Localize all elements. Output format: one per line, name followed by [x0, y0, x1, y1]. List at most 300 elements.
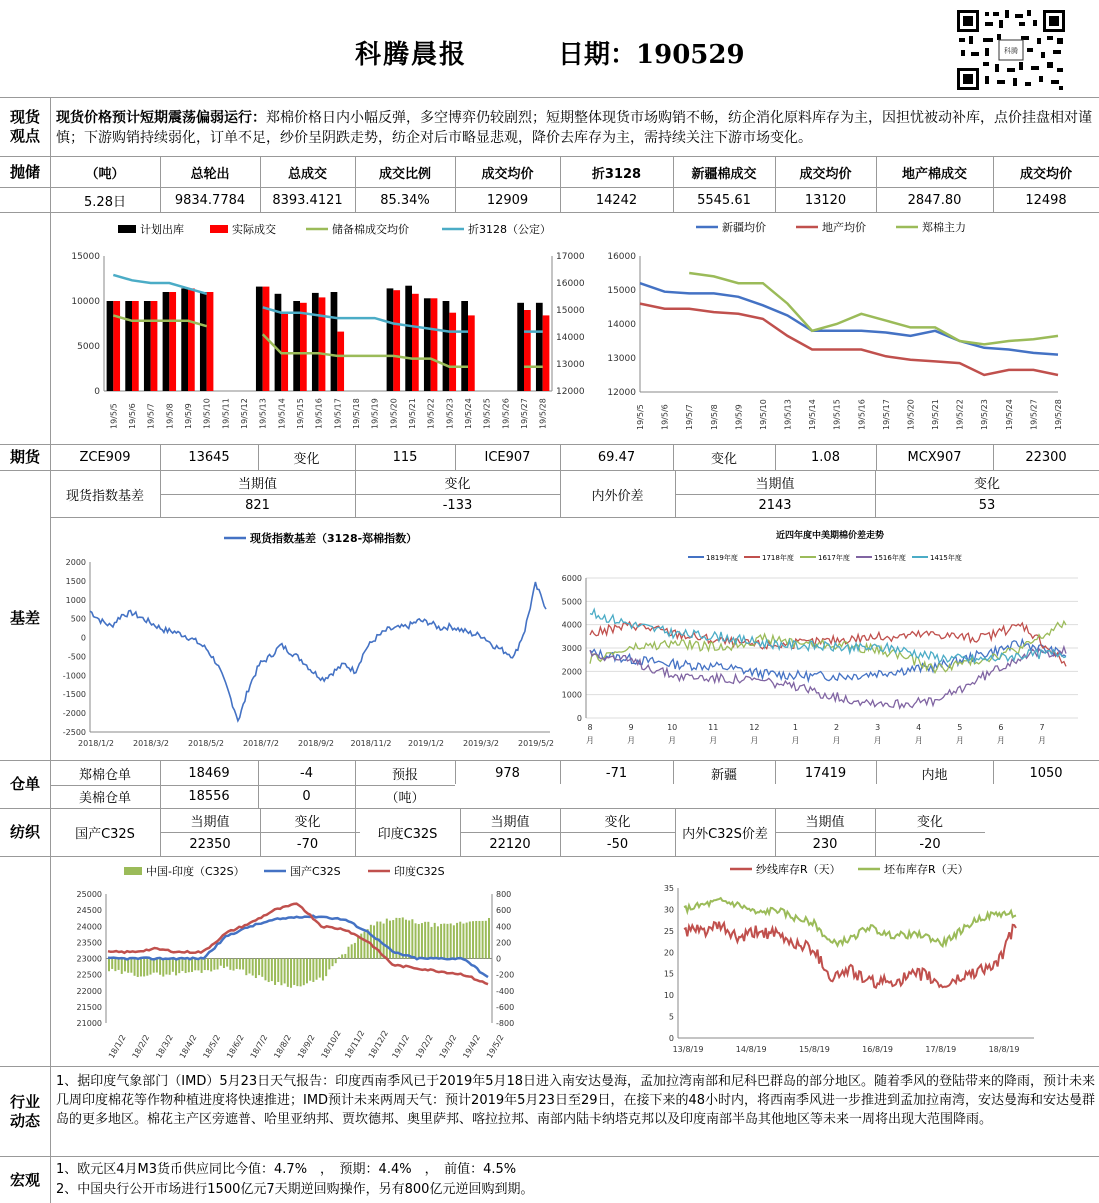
chart1-bar [293, 301, 300, 391]
chart3-y-tick: -500 [67, 652, 86, 662]
chart4-x-tick: 4 [916, 723, 922, 732]
chart1-bar [125, 301, 132, 391]
chart4-legend-label: 1516年度 [874, 554, 906, 562]
chart5-bar [389, 921, 391, 959]
chart1-bar [424, 298, 431, 391]
chart4-line [590, 647, 1066, 708]
chart2-x-tick: 19/5/20 [906, 399, 916, 430]
chart2-x-tick: 19/5/27 [1029, 399, 1039, 430]
chart1-bar [468, 315, 475, 391]
basis-label-cell: 现货指数基差 [65, 488, 144, 504]
chart4-x-tick: 1 [792, 723, 799, 732]
chart1-right-tick: 16000 [556, 279, 585, 289]
chart4-x-tick-unit: 月 [709, 736, 718, 745]
spot-text: 郑棉价格日内小幅反弹，多空博弈仍较剧烈；短期整体现货市场购销不畅，纺企消化原料库存为主，因担忧被动补库，点价挂盘相对谨慎；下游购销持续弱化，订单不足，纱价呈阴跌走势，纺企对后市略显悲观，降价去库存为主，需持续关注下游市场变化。 [56, 110, 1092, 146]
chart5-bar [111, 959, 113, 969]
chart5-legend-label: 国产C32S [290, 865, 341, 878]
chart2-x-tick: 19/5/22 [955, 399, 965, 430]
chart1-right-tick: 13000 [556, 360, 585, 370]
chart1-bar [337, 332, 344, 391]
chart5-right-tick: 800 [496, 890, 512, 899]
section-label-warehouse: 仓单 [9, 775, 40, 794]
chart5-right-tick: -400 [496, 986, 515, 996]
chart6-x-tick: 13/8/19 [672, 1045, 704, 1054]
chart6-y-tick: 25 [663, 926, 674, 936]
warehouse-cell: （吨） [385, 791, 425, 806]
chart5-right-tick: -200 [496, 970, 515, 980]
chart1-bar [151, 301, 158, 391]
chart1-x-tick: 19/5/21 [408, 398, 417, 429]
chart3-x-tick: 2018/9/2 [298, 739, 334, 748]
chart5-bar [363, 932, 365, 959]
spread-value-cell: 53 [978, 498, 996, 513]
chart5-bar [459, 922, 461, 959]
section-label-industry [0, 1067, 50, 1156]
chart5-x-tick: 18/5/2 [201, 1033, 223, 1060]
chart5-bar [421, 923, 423, 958]
warehouse-cell: 新疆 [710, 768, 737, 783]
chart3-x-tick: 2018/3/2 [133, 739, 169, 748]
warehouse-cell: 1050 [1029, 766, 1063, 781]
chart4-y-tick: 2000 [561, 667, 582, 677]
chart5-left-tick: 23500 [76, 938, 102, 948]
chart6-y-tick: 5 [668, 1012, 674, 1022]
chart3-y-tick: 1000 [65, 595, 86, 605]
chart2-legend-label: 新疆均价 [722, 221, 766, 234]
chart5-left-tick: 22000 [76, 986, 102, 996]
chart5-right-tick: 200 [496, 938, 512, 948]
chart1-x-tick: 19/5/5 [109, 403, 119, 429]
chart1-x-tick: 19/5/12 [240, 398, 249, 429]
chart4-x-tick-unit: 月 [873, 736, 882, 745]
chart1-bar [132, 301, 139, 391]
chart3-y-tick: -1000 [62, 671, 86, 681]
chart4-legend-label: 1415年度 [930, 554, 962, 562]
spread-label-cell: 内外价差 [591, 488, 644, 504]
chart3-x-tick: 2019/1/2 [408, 739, 444, 748]
chart4-y-tick: 6000 [561, 574, 582, 583]
chart5-bar [140, 959, 142, 977]
section-label-yarn: 纺织 [9, 823, 40, 842]
chart3-y-tick: 1500 [65, 576, 86, 586]
chart1-right-tick: 12000 [556, 387, 585, 397]
chart5-bar [201, 959, 203, 973]
chart4-legend-label: 1718年度 [762, 554, 794, 562]
chart4-legend-label: 1617年度 [818, 554, 850, 562]
chart2-legend-label: 郑棉主力 [922, 221, 966, 234]
warehouse-cell: -71 [605, 766, 628, 781]
chart5-bar [338, 957, 340, 958]
chart5-bar [434, 923, 436, 959]
chart5-bar [264, 959, 266, 981]
chart4-y-tick: 5000 [561, 597, 582, 607]
auction-value-cell: 12498 [1025, 192, 1067, 208]
yarn-spread-label: 内外C32S价差 [682, 827, 768, 842]
chart1-bar [543, 315, 550, 391]
chart2-x-tick: 19/5/21 [931, 399, 941, 430]
chart3-y-tick: 0 [80, 633, 86, 643]
chart5-bar [181, 959, 183, 971]
chart5-bar [466, 923, 468, 959]
chart5-bar [204, 959, 206, 971]
chart5-bar [478, 921, 480, 959]
chart3-x-tick: 2018/1/2 [78, 739, 114, 748]
chart5-x-tick: 18/1/2 [106, 1033, 128, 1060]
chart5-bar [245, 959, 247, 976]
auction-header-cell: 成交均价 [481, 167, 534, 182]
chart1-x-tick: 19/5/14 [277, 398, 287, 429]
spot-paragraph [56, 108, 1094, 148]
chart5-bar [277, 959, 279, 982]
chart2-x-tick: 19/5/28 [1054, 399, 1063, 430]
chart5-bar [210, 959, 212, 972]
chart2-x-tick: 19/5/6 [660, 404, 670, 430]
chart5-legend-label: 中国-印度（C32S） [146, 865, 245, 878]
industry-paragraph: 1、据印度气象部门（IMD）5月23日天气报告：印度西南季风已于2019年5月18日进入南安达曼海，孟加拉湾南部和尼科巴群岛的部分地区。随着季风的登陆带来的降雨，预计未来几周印度棉花等作物种植进度将快速推进；IMD预计未来两周天气：预计2019年5月23日至29日，在接下来的48小时内，将西南季风进一步推进到孟加拉南湾，安达曼海和安达曼群岛的更多地区。棉花主产区旁遮普、哈里亚纳邦、贾坎德邦、奥里萨邦、喀拉拉邦、南部内陆卡纳塔克邦以及印度南部半岛其他地区等未来一周将出现大范围降雨。 [56, 1074, 1096, 1127]
chart5-bar [271, 959, 273, 982]
chart3-y-tick: -1500 [62, 690, 86, 700]
warehouse-cell: 预报 [391, 768, 418, 783]
chart5-bar [431, 927, 433, 959]
inventory-chart [630, 858, 1050, 1064]
chart1-legend-swatch [210, 225, 228, 233]
chart1-left-tick: 15000 [71, 252, 100, 262]
yarn-india-label: 印度C32S [377, 827, 438, 842]
chart5-bar [440, 924, 442, 959]
chart5-bar [341, 954, 343, 958]
chart5-bar [373, 925, 375, 958]
us-china-spread-chart [560, 522, 1090, 758]
chart4-x-tick-unit: 月 [627, 736, 636, 745]
chart5-bar [418, 924, 420, 958]
warehouse-cell: 内地 [921, 768, 948, 783]
chart6-y-tick: 15 [663, 969, 674, 979]
futures-cell: ICE907 [484, 450, 531, 465]
chart5-right-tick: -800 [496, 1019, 515, 1028]
chart1-right-tick: 15000 [556, 306, 585, 316]
futures-cell: ZCE909 [79, 450, 131, 465]
chart6-legend-label: 纱线库存R（天） [756, 863, 841, 876]
auction-value-cell: 85.34% [380, 192, 430, 208]
industry-label-text: 行业动态 [9, 1092, 40, 1130]
futures-cell: 变化 [293, 452, 320, 467]
cotton-price-chart [590, 214, 1090, 442]
chart5-bar [127, 959, 129, 973]
chart1-x-tick: 19/5/10 [202, 398, 212, 429]
auction-header-cell: 总轮出 [190, 167, 230, 182]
chart5-bar [424, 922, 426, 959]
chart1-x-tick: 19/5/15 [296, 398, 305, 429]
chart6-line [684, 898, 1016, 946]
chart5-x-tick: 18/6/2 [225, 1033, 246, 1060]
chart2-y-tick: 16000 [607, 252, 636, 262]
macro-line-1: 1、欧元区4月M3货币供应同比今值：4.7% ， 预期：4.4% ， 前值：4.5% [56, 1162, 517, 1177]
chart1-x-tick: 19/5/28 [538, 398, 548, 429]
chart5-bar [443, 924, 445, 959]
chart5-bar [252, 959, 254, 976]
section-label-auction: 抛储 [9, 162, 40, 181]
chart5-x-tick: 18/4/2 [177, 1033, 199, 1060]
chart5-left-tick: 23000 [76, 954, 102, 964]
warehouse-cell: 郑棉仓单 [78, 768, 131, 783]
chart1-bar [300, 303, 307, 391]
chart4-x-tick: 6 [998, 723, 1004, 732]
yarn-head: 变化 [916, 815, 943, 830]
spot-lead: 现货价格预计短期震荡偏弱运行： [56, 110, 266, 126]
date-value: 190529 [636, 40, 745, 70]
chart5-left-tick: 25000 [76, 890, 102, 899]
chart4-x-tick: 12 [749, 723, 760, 732]
auction-header-cell: 折3128 [591, 167, 642, 182]
chart5-bar [274, 959, 276, 985]
chart5-bar [165, 959, 167, 975]
chart5-bar [402, 917, 404, 958]
chart5-bar [411, 919, 413, 958]
auction-value-cell: 5545.61 [697, 192, 751, 208]
chart5-bar [456, 923, 458, 959]
chart5-bar [351, 944, 353, 958]
chart1-x-tick: 19/5/20 [389, 398, 399, 429]
chart4-x-tick: 9 [628, 723, 634, 732]
auction-value-cell: 8393.4121 [272, 192, 343, 208]
chart5-right-tick: 0 [496, 954, 502, 964]
chart1-x-tick: 19/5/26 [501, 398, 511, 429]
chart5-legend-label: 印度C32S [394, 865, 445, 878]
chart1-bar [331, 292, 338, 391]
chart3-y-tick: 2000 [65, 558, 86, 567]
chart5-x-tick: 19/1/2 [390, 1033, 412, 1060]
auction-header-cell: 成交均价 [799, 167, 852, 182]
chart4-x-tick-unit: 月 [1038, 736, 1046, 745]
chart5-x-tick: 18/2/2 [130, 1033, 152, 1060]
chart1-x-tick: 19/5/6 [128, 403, 137, 429]
chart4-x-tick: 10 [667, 723, 678, 732]
chart1-legend-label: 折3128（公定） [468, 223, 551, 236]
chart5-bar [159, 959, 161, 975]
chart2-x-tick: 19/5/23 [980, 399, 990, 430]
chart5-x-tick: 18/10/2 [319, 1028, 343, 1060]
chart3-x-tick: 2018/5/2 [188, 739, 224, 748]
chart5-bar [153, 959, 155, 973]
chart1-x-tick: 19/5/24 [464, 398, 473, 429]
chart1-bar [163, 292, 170, 391]
chart2-line [689, 273, 1058, 344]
chart5-x-tick: 18/12/2 [366, 1028, 391, 1060]
chart5-left-tick: 24000 [76, 922, 102, 932]
chart5-right-tick: 400 [496, 922, 512, 932]
chart5-bar [427, 922, 429, 959]
auction-header-cell: 成交均价 [1019, 167, 1072, 182]
chart5-bar [316, 959, 318, 980]
spot-label-text: 现货观点 [9, 108, 40, 145]
chart1-x-tick: 19/5/13 [258, 398, 268, 429]
chart5-bar [319, 959, 321, 978]
chart5-bar [220, 959, 222, 966]
chart5-bar [172, 959, 174, 972]
chart5-bar [446, 924, 448, 959]
chart1-bar [443, 301, 450, 391]
auction-header-cell: 新疆棉成交 [691, 167, 757, 182]
chart5-bar [239, 959, 241, 970]
warehouse-cell: 978 [495, 766, 520, 781]
chart1-bar [188, 288, 195, 391]
chart4-x-tick: 11 [708, 723, 719, 732]
chart6-x-tick: 15/8/19 [798, 1045, 830, 1054]
chart5-x-tick: 19/3/2 [437, 1033, 459, 1060]
chart1-bar [405, 286, 412, 391]
chart5-bar [287, 959, 289, 987]
auction-value-cell: 14242 [595, 192, 638, 208]
auction-value-cell: 9834.7784 [174, 192, 246, 208]
chart5-bar [280, 959, 282, 986]
chart5-bar [156, 959, 158, 973]
chart5-bar [300, 959, 302, 987]
macro-line-2: 2、中国央行公开市场进行1500亿元7天期逆回购操作，另有800亿元逆回购到期。 [56, 1182, 534, 1197]
chart5-bar [242, 959, 244, 970]
chart1-x-tick: 19/5/18 [352, 398, 361, 429]
yarn-price-chart [60, 858, 560, 1064]
chart5-bar [293, 959, 295, 985]
chart4-x-tick-unit: 月 [955, 736, 964, 745]
chart5-bar [143, 959, 145, 977]
chart5-bar [169, 959, 171, 975]
warehouse-cell: 美棉仓单 [78, 791, 131, 806]
auction-header-cell: 总成交 [287, 167, 327, 182]
chart1-line [113, 275, 542, 332]
yarn-head: 变化 [294, 815, 321, 830]
chart5-bar [335, 959, 337, 964]
basis-head-cell: 变化 [444, 477, 471, 492]
chart5-bar [229, 959, 231, 970]
auction-header-cell: 地产棉成交 [901, 167, 967, 182]
chart1-x-tick: 19/5/23 [445, 398, 455, 429]
chart1-bar [144, 301, 151, 391]
chart1-legend-swatch [118, 225, 136, 233]
chart3-x-tick: 2019/3/2 [463, 739, 499, 748]
chart3-line [90, 582, 546, 721]
report-date [558, 34, 745, 71]
chart5-bar [261, 959, 263, 977]
section-label-macro: 宏观 [9, 1170, 40, 1189]
chart5-bar [236, 959, 238, 969]
futures-cell: 1.08 [811, 450, 840, 465]
chart1-legend-label: 储备棉成交均价 [332, 223, 409, 236]
chart6-x-tick: 16/8/19 [862, 1045, 894, 1054]
chart1-bar [207, 292, 214, 391]
auction-value-cell: 12909 [486, 192, 529, 208]
chart5-bar [108, 959, 110, 972]
chart1-line [113, 315, 542, 366]
chart5-bar [118, 959, 120, 970]
chart5-bar [175, 959, 177, 976]
chart2-x-tick: 19/5/24 [1004, 399, 1014, 430]
chart5-left-tick: 22500 [76, 970, 102, 980]
auction-value-cell: 2847.80 [907, 192, 962, 208]
chart1-legend-label: 计划出库 [140, 223, 184, 236]
chart2-line [640, 304, 1058, 375]
chart3-x-tick: 2018/11/2 [350, 739, 392, 748]
chart5-bar [405, 920, 407, 959]
section-label-futures: 期货 [9, 448, 40, 467]
futures-cell: 69.47 [597, 450, 636, 465]
chart1-bar [461, 301, 468, 391]
chart4-x-tick: 5 [957, 723, 963, 732]
chart5-bar [258, 959, 260, 976]
chart5-x-tick: 19/5/2 [484, 1033, 506, 1060]
chart4-x-tick-unit: 月 [832, 736, 841, 745]
chart1-bar [387, 288, 394, 391]
yarn-head: 当期值 [490, 815, 530, 830]
chart1-x-tick: 19/5/27 [520, 398, 529, 429]
spread-value-cell: 2143 [758, 498, 792, 513]
chart3-y-tick: 500 [70, 614, 86, 624]
chart3-y-tick: -2500 [62, 728, 86, 737]
warehouse-cell: 17419 [804, 766, 847, 781]
chart1-x-tick: 19/5/8 [165, 403, 175, 429]
yarn-domestic-label: 国产C32S [75, 827, 135, 842]
spread-head-cell: 当期值 [755, 477, 795, 492]
chart1-bar [319, 297, 326, 391]
chart6-y-tick: 20 [663, 948, 674, 958]
chart5-bar [185, 959, 187, 974]
chart4-title: 近四年度中美期棉价差走势 [775, 531, 885, 541]
chart5-bar [255, 959, 257, 979]
chart5-bar [290, 959, 292, 988]
chart2-x-tick: 19/5/15 [832, 399, 842, 430]
futures-cell: 变化 [710, 452, 737, 467]
chart5-bar [328, 959, 330, 970]
chart6-y-tick: 0 [668, 1034, 674, 1043]
chart2-x-tick: 19/5/9 [734, 404, 744, 430]
yarn-value: 22120 [489, 836, 531, 852]
chart5-bar [162, 959, 164, 977]
yarn-head: 当期值 [805, 815, 845, 830]
chart2-y-tick: 14000 [607, 320, 636, 330]
report-title: 科腾晨报 [355, 40, 468, 70]
chart1-bar [536, 303, 543, 391]
yarn-head: 当期值 [190, 815, 230, 830]
spread-head-cell: 变化 [973, 477, 1000, 492]
auction-value-cell: 5.28日 [84, 194, 126, 210]
chart2-x-tick: 19/5/7 [685, 404, 695, 430]
chart1-x-tick: 19/5/9 [184, 403, 193, 429]
chart2-x-tick: 19/5/5 [636, 404, 645, 430]
chart5-bar [450, 923, 452, 958]
chart5-bar [226, 959, 228, 967]
chart5-right-tick: 600 [496, 906, 512, 916]
chart4-x-tick-unit: 月 [668, 736, 677, 745]
chart4-y-tick: 1000 [561, 690, 582, 700]
chart6-x-tick: 17/8/19 [925, 1045, 957, 1054]
chart6-line [684, 922, 1016, 988]
chart5-x-tick: 18/11/2 [343, 1028, 367, 1060]
chart2-x-tick: 19/5/16 [857, 399, 867, 430]
chart1-bar [449, 313, 456, 391]
chart1-bar [412, 294, 419, 391]
chart5-bar [469, 922, 471, 959]
chart2-x-tick: 19/5/17 [881, 399, 891, 430]
chart1-bar [169, 292, 176, 391]
yarn-value: -50 [606, 836, 629, 852]
chart3-y-tick: -2000 [62, 709, 86, 719]
chart1-bar [431, 298, 438, 391]
chart5-x-tick: 18/7/2 [248, 1033, 270, 1060]
chart1-x-tick: 19/5/7 [146, 403, 156, 429]
chart5-bar [178, 959, 180, 974]
chart5-x-tick: 18/9/2 [295, 1033, 317, 1060]
chart5-right-tick: -600 [496, 1002, 515, 1012]
chart5-bar [472, 921, 474, 958]
